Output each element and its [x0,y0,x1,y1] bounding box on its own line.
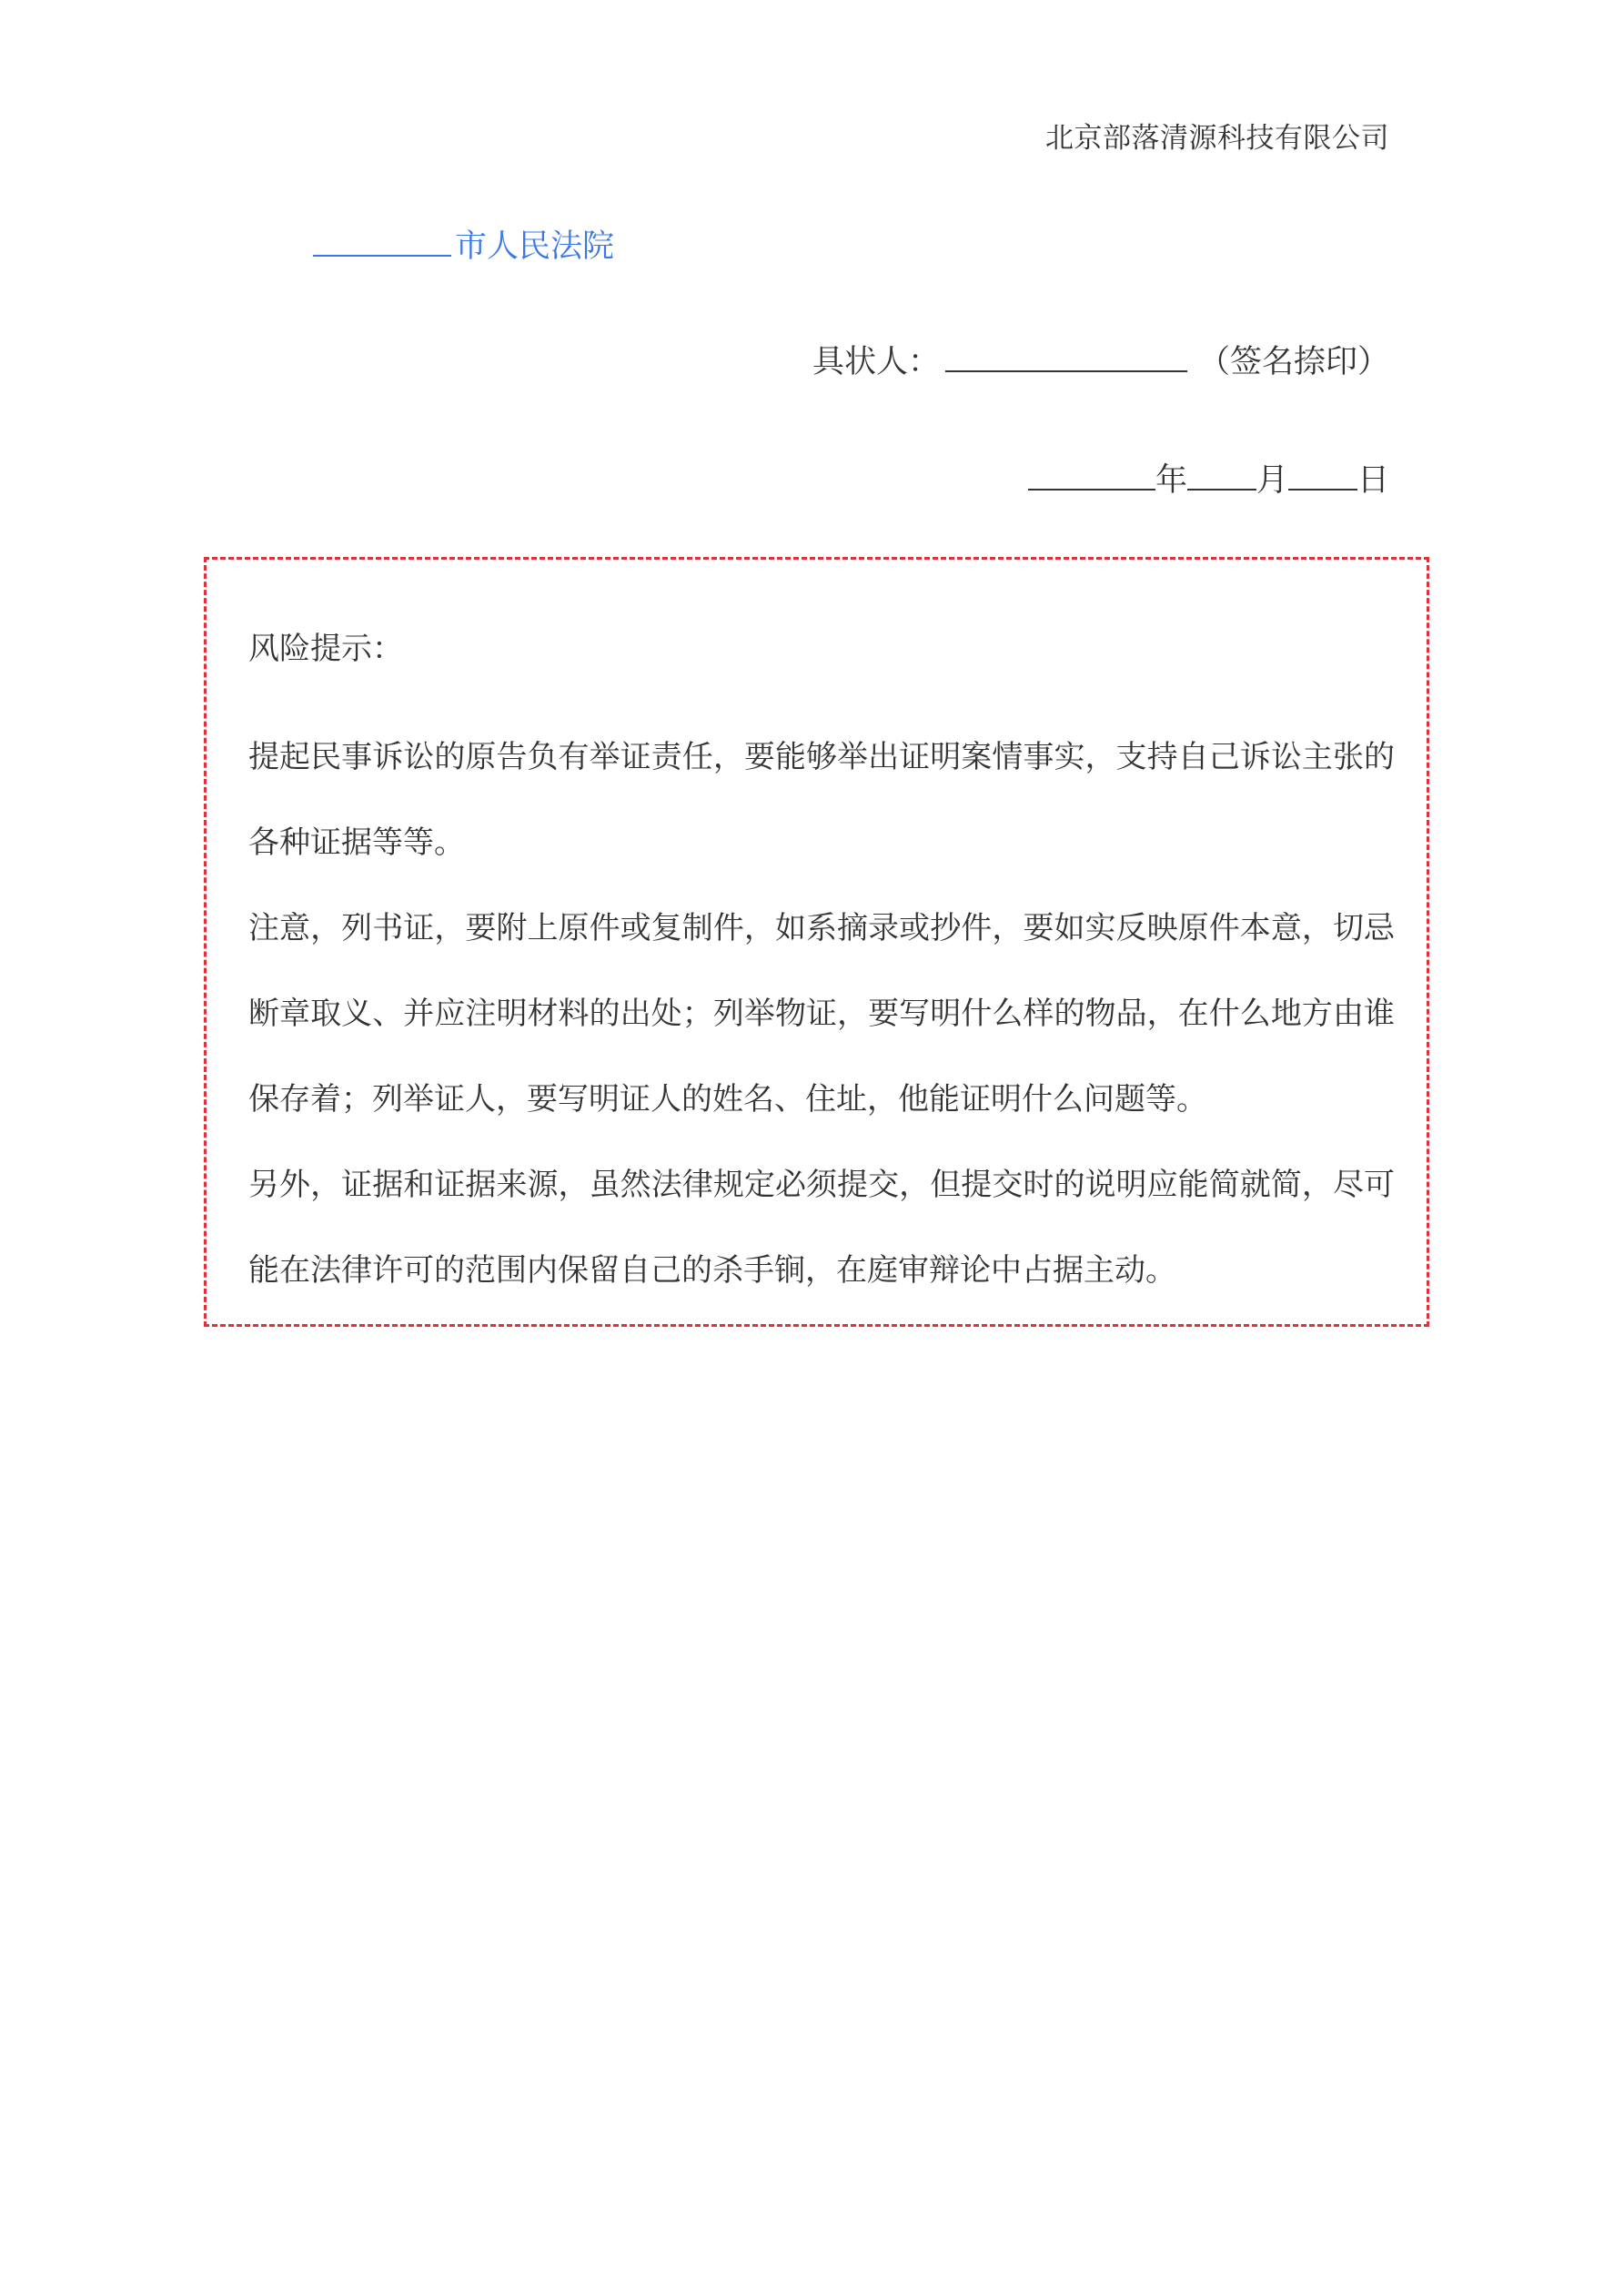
day-blank[interactable] [1288,455,1357,491]
month-blank[interactable] [1187,455,1256,491]
signature-note: （签名捺印） [1197,344,1389,380]
year-blank[interactable] [1028,455,1155,491]
court-label: 市人民法院 [455,228,615,265]
year-label: 年 [1155,462,1187,499]
court-name-blank[interactable] [313,221,451,257]
risk-title: 风险提示： [248,631,403,667]
signer-blank[interactable] [945,337,1187,372]
month-label: 月 [1256,462,1288,499]
risk-paragraph-evidence-notes: 注意，列书证，要附上原件或复制件，如系摘录或抄件，要如实反映原件本意，切忌断章取义、并应注明材料的出处；列举物证，要写明什么样的物品，在什么地方由谁保存着；列举证人，要写明证人的姓名、住址，他能证明什么问题等。 [248,910,1395,1118]
signer-line [812,337,1389,382]
risk-paragraph-burden-of-proof: 提起民事诉讼的原告负有举证责任，要能够举出证明案情事实，支持自己诉讼主张的各种证据等等。 [248,739,1395,861]
signer-label: 具状人： [812,344,940,380]
date-line [1028,455,1389,501]
day-label: 日 [1357,462,1389,499]
company-header: 北京部落清源科技有限公司 [1045,122,1389,155]
risk-notice-content [248,629,1395,1313]
court-line [313,221,614,267]
risk-paragraph-evidence-strategy: 另外，证据和证据来源，虽然法律规定必须提交，但提交时的说明应能简就简，尽可能在法律许可的范围内保留自己的杀手锏，在庭审辩论中占据主动。 [248,1167,1395,1289]
risk-notice-box [204,557,1429,1327]
